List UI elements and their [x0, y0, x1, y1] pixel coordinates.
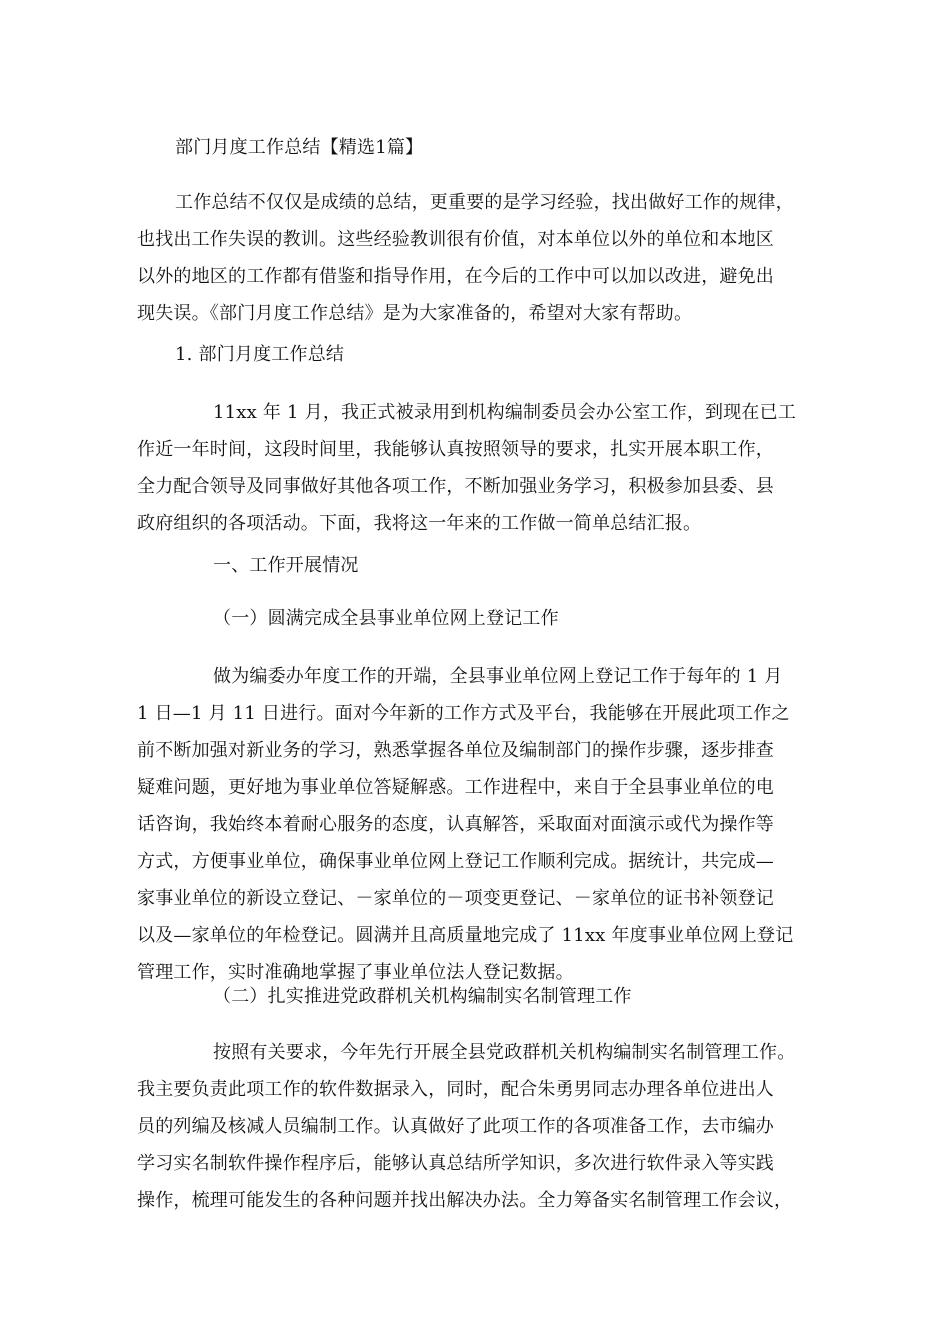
paragraph-2-line: 话咨询，我始终本着耐心服务的态度，认真解答，采取面对面演示或代为操作等	[137, 814, 774, 835]
paragraph-3-line: 员的列编及核减人员编制工作。认真做好了此项工作的各项准备工作，去市编办	[137, 1116, 774, 1137]
paragraph-2	[137, 658, 793, 991]
paragraph-3-line: 学习实名制软件操作程序后，能够认真总结所学知识，多次进行软件录入等实践	[137, 1153, 774, 1174]
paragraph-1-line: 全力配合领导及同事做好其他各项工作，不断加强业务学习，积极参加县委、县	[137, 476, 774, 497]
intro-line: 工作总结不仅仅是成绩的总结，更重要的是学习经验，找出做好工作的规律，	[175, 192, 794, 213]
paragraph-3-line: 按照有关要求，今年先行开展全县党政群机关机构编制实名制管理工作。	[213, 1042, 796, 1063]
paragraph-2-line: 疑难问题，更好地为事业单位答疑解惑。工作进程中，来自于全县事业单位的电	[137, 777, 774, 798]
paragraph-2-line: 以及—家单位的年检登记。圆满并且高质量地完成了 11xx 年度事业单位网上登记	[137, 925, 794, 946]
paragraph-1-line: 作近一年时间，这段时间里，我能够认真按照领导的要求，扎实开展本职工作，	[137, 439, 774, 460]
sub-heading-1: （一）圆满完成全县事业单位网上登记工作	[213, 608, 559, 629]
intro-paragraph	[137, 184, 794, 332]
intro-line: 也找出工作失误的教训。这些经验教训很有价值，对本单位以外的单位和本地区	[137, 229, 774, 250]
paragraph-1-line: 11xx 年 1 月，我正式被录用到机构编制委员会办公室工作，到现在已工	[213, 402, 797, 423]
intro-line: 现失误。《部门月度工作总结》是为大家准备的，希望对大家有帮助。	[137, 303, 693, 324]
paragraph-2-line: 做为编委办年度工作的开端，全县事业单位网上登记工作于每年的 1 月	[213, 666, 783, 687]
sub-heading-2: （二）扎实推进党政群机关机构编制实名制管理工作	[213, 986, 632, 1007]
paragraph-3	[137, 1034, 795, 1219]
paragraph-2-line: 1 日—1 月 11 日进行。面对今年新的工作方式及平台，我能够在开展此项工作之	[137, 703, 790, 724]
section-1-heading: 1. 部门月度工作总结	[175, 344, 345, 365]
paragraph-2-line: 前不断加强对新业务的学习，熟悉掌握各单位及编制部门的操作步骤，逐步排查	[137, 740, 774, 761]
document-title: 部门月度工作总结【精选1篇】	[175, 137, 424, 158]
paragraph-2-line: 方式，方便事业单位，确保事业单位网上登记工作顺利完成。据统计，共完成—	[137, 851, 774, 872]
paragraph-3-line: 操作，梳理可能发生的各种问题并找出解决办法。全力筹备实名制管理工作会议，	[137, 1190, 793, 1211]
intro-line: 以外的地区的工作都有借鉴和指导作用，在今后的工作中可以加以改进，避免出	[137, 266, 774, 287]
paragraph-1	[137, 394, 796, 542]
paragraph-2-line: 家事业单位的新设立登记、－家单位的－项变更登记、－家单位的证书补领登记	[137, 888, 774, 909]
paragraph-3-line: 我主要负责此项工作的软件数据录入，同时，配合朱勇男同志办理各单位进出人	[137, 1079, 774, 1100]
heading-work-status: 一、工作开展情况	[213, 555, 359, 576]
paragraph-2-line: 管理工作，实时准确地掌握了事业单位法人登记数据。	[137, 962, 574, 983]
paragraph-1-line: 政府组织的各项活动。下面，我将这一年来的工作做一简单总结汇报。	[137, 513, 702, 534]
